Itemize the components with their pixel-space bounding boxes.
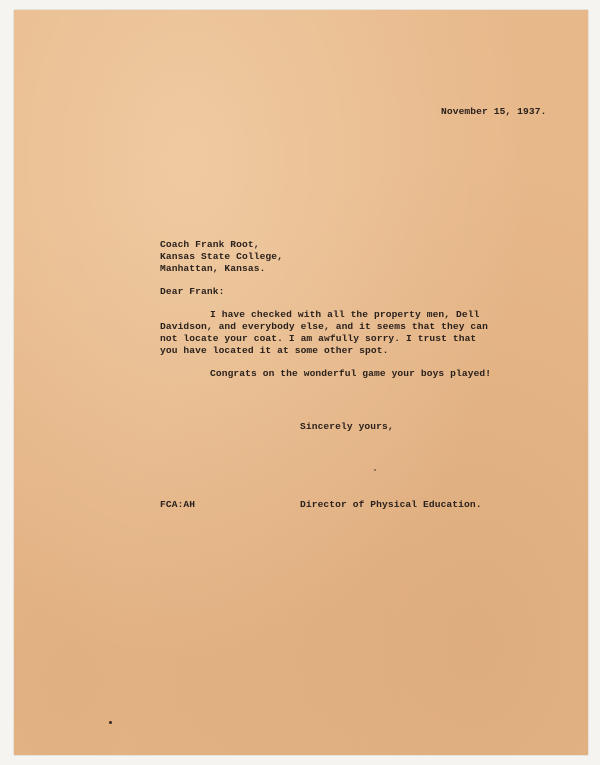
ink-speck — [109, 721, 112, 724]
recipient-line-1: Coach Frank Root, — [160, 239, 260, 250]
body-line-2: Davidson, and everybody else, and it seems that they can — [160, 321, 489, 332]
reference-initials: FCA:AH — [160, 499, 196, 510]
recipient-line-3: Manhattan, Kansas. — [160, 263, 266, 274]
letter-date: November 15, 1937. — [441, 106, 547, 117]
body-line-4: you have located it at some other spot. — [160, 345, 389, 356]
recipient-line-2: Kansas State College, — [160, 251, 284, 262]
letter-paper — [14, 10, 588, 755]
signature-title: Director of Physical Education. — [300, 499, 482, 510]
closing: Sincerely yours, — [300, 421, 394, 432]
ink-speck — [374, 469, 376, 471]
body-line-1: I have checked with all the property men, Dell — [210, 309, 480, 320]
salutation: Dear Frank: — [160, 286, 225, 297]
body-line-5: Congrats on the wonderful game your boys played! — [210, 368, 492, 379]
body-line-3: not locate your coat. I am awfully sorry. I trust that — [160, 333, 477, 344]
